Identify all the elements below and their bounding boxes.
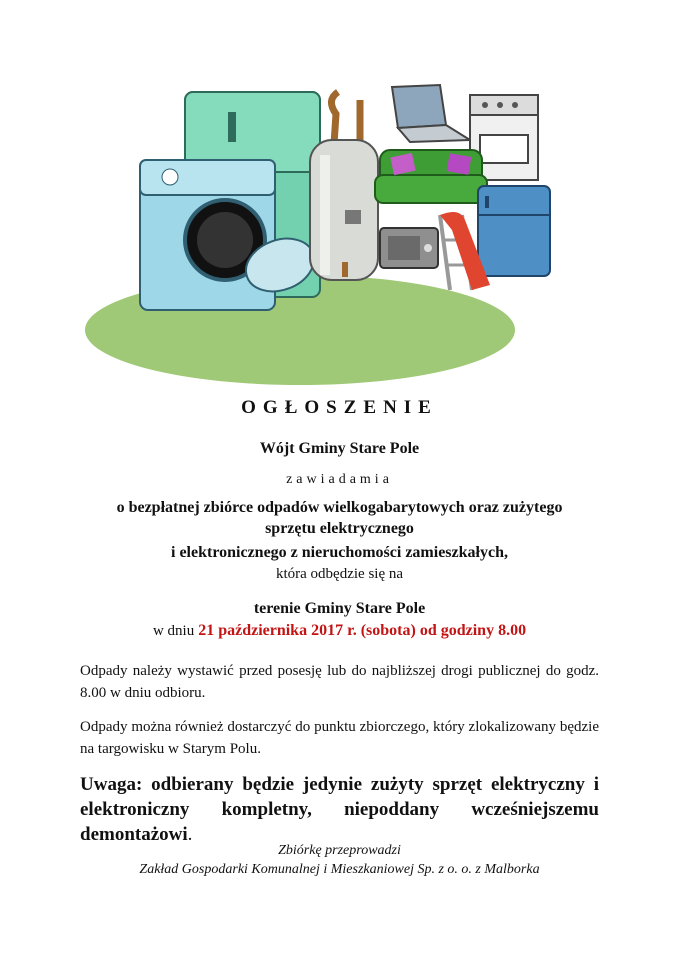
notifies-line: zawiadamia: [286, 472, 393, 487]
laptop-icon: [392, 85, 470, 142]
warning-tail: .: [187, 824, 193, 845]
area-line: terenie Gminy Stare Pole: [253, 600, 426, 617]
sofa-icon: [375, 150, 487, 203]
small-refrigerator-icon: [478, 186, 550, 276]
warning-main: Uwaga: odbierany będzie jedynie zużyty sprzęt elektryczny i elektroniczny kompletny, niepoddany wcześniejszemu demontażowi: [80, 774, 599, 845]
subject-line-4: która odbędzie się na: [275, 566, 404, 582]
footer-line-1: Zbiórkę przeprowadzi: [278, 843, 401, 858]
announcement-title: OGŁOSZENIE: [241, 397, 438, 418]
paragraph-collection-point: Odpady można również dostarczyć do punktu zbiorczego, który zlokalizowany będzie na targowisku w Starym Polu.: [80, 719, 599, 757]
issuer-heading: Wójt Gminy Stare Pole: [259, 440, 420, 457]
subject-line-1: o bezpłatnej zbiórce odpadów wielkogabarytowych oraz zużytego: [116, 499, 563, 516]
warning-note: [80, 772, 599, 847]
paragraph-set-out: Odpady należy wystawić przed posesję lub do najbliższej drogi publicznej do godz. 8.00 w dniu odbioru.: [80, 663, 599, 701]
date-prefix: w dniu: [152, 623, 195, 639]
date-value: 21 października 2017 r. (sobota) od godziny 8.00: [198, 622, 527, 639]
date-line: [0, 622, 679, 640]
appliances-illustration: [0, 0, 679, 395]
subject-line-3: i elektronicznego z nieruchomości zamieszkałych,: [171, 544, 508, 561]
subject-line-2: sprzętu elektrycznego: [265, 520, 414, 537]
footer-line-2: Zakład Gospodarki Komunalnej i Mieszkaniowej Sp. z o. o. z Malborka: [139, 862, 540, 877]
radio-icon: [380, 228, 438, 268]
